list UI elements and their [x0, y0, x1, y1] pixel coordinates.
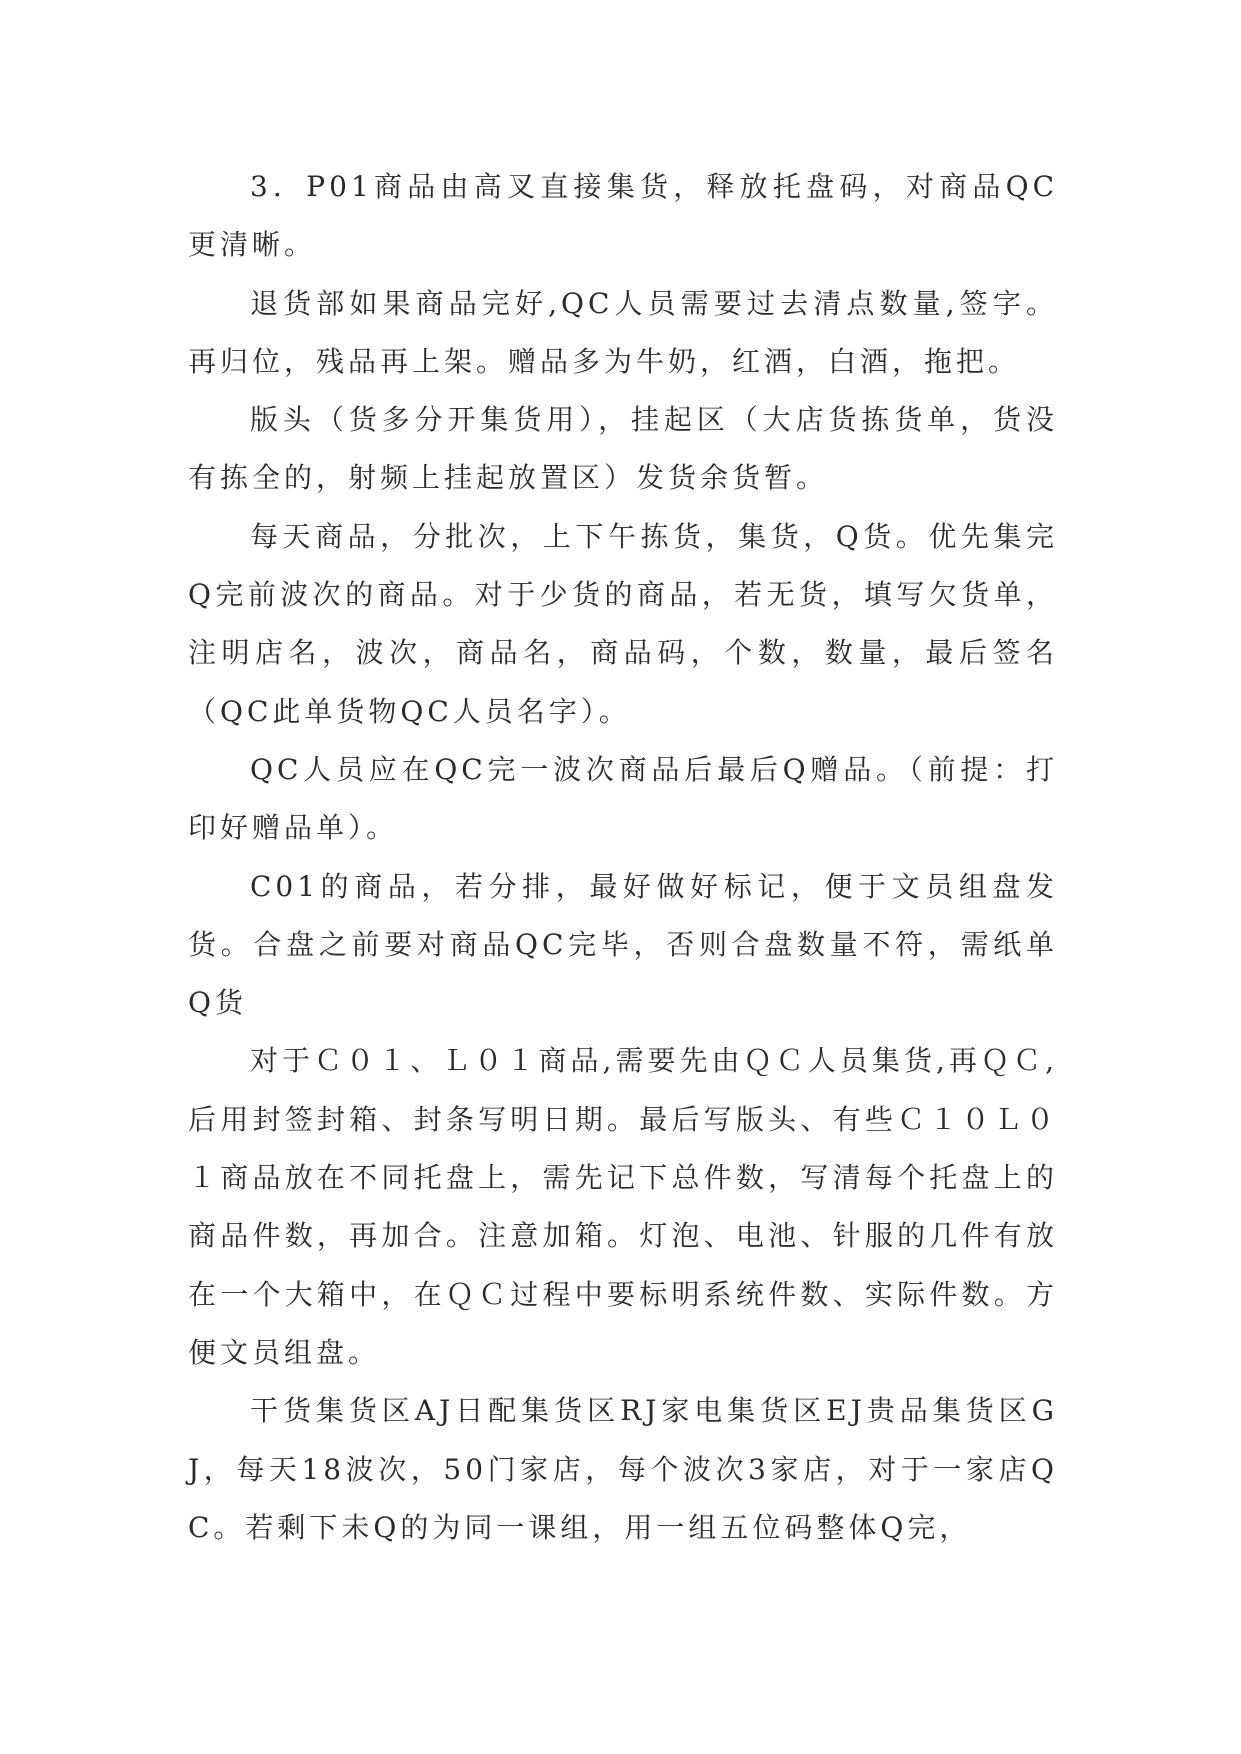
- paragraph-4: 每天商品，分批次，上下午拣货，集货，Q货。优先集完Q完前波次的商品。对于少货的商品，若无货，填写欠货单，注明店名，波次，商品名，商品码，个数，数量，最后签名（QC此单货物QC人员名字）。: [188, 519, 1058, 728]
- document-body: [188, 158, 1058, 1557]
- paragraph-2: 退货部如果商品完好,QC人员需要过去清点数量,签字。再归位，残品再上架。赠品多为牛奶，红酒，白酒，拖把。: [188, 286, 1058, 378]
- paragraph-6: C01的商品，若分排，最好做好标记，便于文员组盘发货。合盘之前要对商品QC完毕，否则合盘数量不符，需纸单Q货: [188, 869, 1058, 1020]
- paragraph-3: 版头（货多分开集货用），挂起区（大店货拣货单，货没有拣全的，射频上挂起放置区）发货余货暂。: [188, 403, 1058, 495]
- paragraph-1: 3．P01商品由高叉直接集货，释放托盘码，对商品QC更清晰。: [188, 170, 1058, 262]
- paragraph-7: 对于Ｃ０１、Ｌ０１商品,需要先由ＱＣ人员集货,再ＱＣ,后用封签封箱、封条写明日期。最后写版头、有些Ｃ１０Ｌ０１商品放在不同托盘上，需先记下总件数，写清每个托盘上的商品件数，再加合。注意加箱。灯泡、电池、针服的几件有放在一个大箱中，在ＱＣ过程中要标明系统件数、实际件数。方便文员组盘。: [188, 1044, 1058, 1369]
- paragraph-8: 干货集货区AJ日配集货区RJ家电集货区EJ贵品集货区GJ，每天18波次，50门家店，每个波次3家店，对于一家店QC。若剩下未Q的为同一课组，用一组五位码整体Q完，: [188, 1394, 1058, 1544]
- paragraph-5: QC人员应在QC完一波次商品后最后Q赠品。（前提：打印好赠品单）。: [188, 752, 1058, 845]
